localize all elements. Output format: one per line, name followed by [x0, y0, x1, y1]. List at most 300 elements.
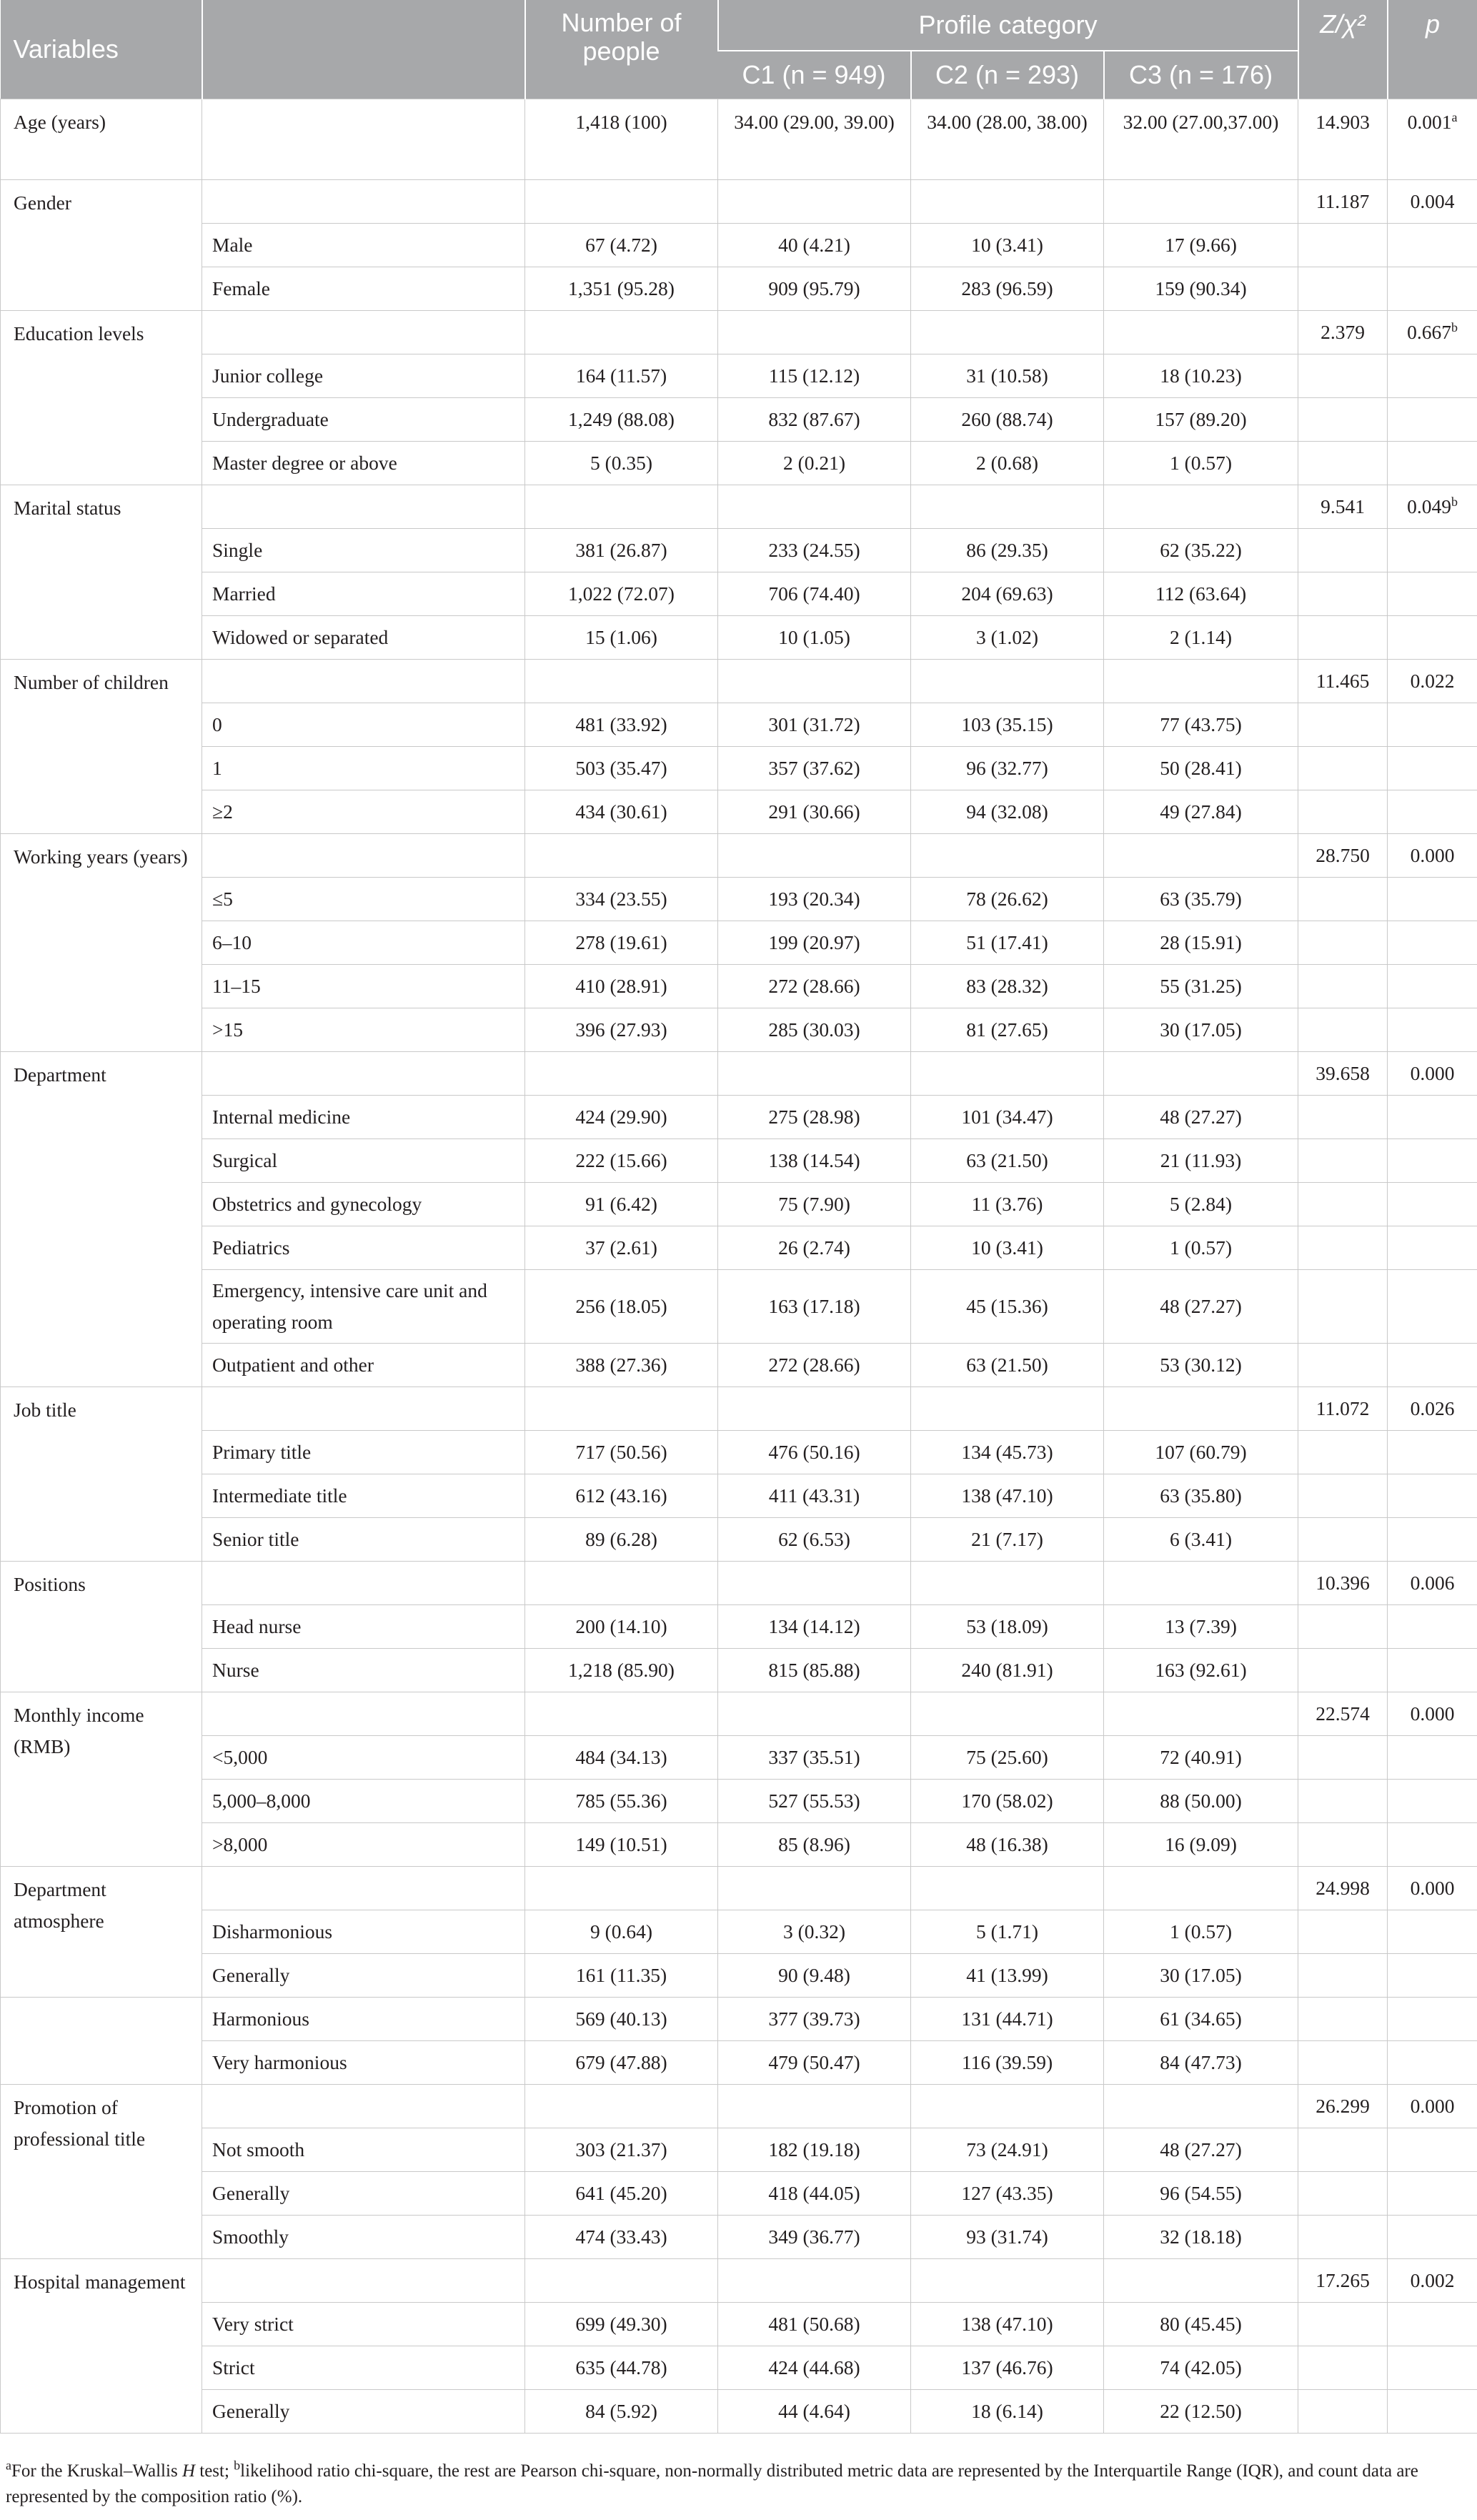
- cell-c3: 112 (63.64): [1104, 572, 1298, 616]
- cell-p: [1388, 1183, 1477, 1226]
- cell-c1: 357 (37.62): [718, 747, 911, 790]
- table-row: [1, 1052, 1477, 1096]
- category-label: Department: [1, 1052, 202, 1387]
- category-label: Job title: [1, 1387, 202, 1562]
- cell-c1: 272 (28.66): [718, 965, 911, 1008]
- cell-c2: 34.00 (28.00, 38.00): [911, 99, 1104, 180]
- cell-total: 149 (10.51): [525, 1823, 718, 1867]
- cell-total: 1,418 (100): [525, 99, 718, 180]
- table-row: [1, 180, 1477, 224]
- cell-stat: 24.998: [1298, 1867, 1388, 1910]
- cell-c1: 291 (30.66): [718, 790, 911, 834]
- cell-c1: 337 (35.51): [718, 1736, 911, 1780]
- cell-c2: 31 (10.58): [911, 354, 1104, 398]
- cell-total: 474 (33.43): [525, 2216, 718, 2259]
- cell-c2: 116 (39.59): [911, 2041, 1104, 2085]
- sub-label: [202, 99, 525, 180]
- cell-c2: [911, 1867, 1104, 1910]
- p-value: 0.000: [1410, 2095, 1455, 2117]
- footnote-text-b: likelihood ratio chi-square, the rest are Pearson chi-square, non-normally distributed metric data are represented by the Interquartile Range (IQR), and count data are represented by the composition ratio (%).: [6, 2461, 1418, 2506]
- cell-c3: 32 (18.18): [1104, 2216, 1298, 2259]
- cell-c1: 233 (24.55): [718, 529, 911, 572]
- cell-c3: 159 (90.34): [1104, 267, 1298, 311]
- cell-c2: 2 (0.68): [911, 442, 1104, 485]
- cell-p: [1388, 1518, 1477, 1562]
- sub-label: [202, 1562, 525, 1605]
- cell-total: 699 (49.30): [525, 2303, 718, 2346]
- category-label: Education levels: [1, 311, 202, 485]
- cell-c3: 30 (17.05): [1104, 1954, 1298, 1998]
- cell-total: 278 (19.61): [525, 921, 718, 965]
- cell-p: [1388, 2128, 1477, 2172]
- cell-p: [1388, 2172, 1477, 2216]
- sub-label: Nurse: [202, 1649, 525, 1692]
- cell-c2: [911, 2085, 1104, 2128]
- cell-c3: 72 (40.91): [1104, 1736, 1298, 1780]
- cell-stat: [1298, 965, 1388, 1008]
- cell-stat: [1298, 1344, 1388, 1387]
- cell-p: [1388, 747, 1477, 790]
- cell-c3: 1 (0.57): [1104, 1910, 1298, 1954]
- cell-c3: 63 (35.80): [1104, 1474, 1298, 1518]
- category-label: Positions: [1, 1562, 202, 1692]
- table-row: [1, 1270, 1477, 1344]
- sub-label: Internal medicine: [202, 1096, 525, 1139]
- cell-c1: 193 (20.34): [718, 878, 911, 921]
- sub-label: Senior title: [202, 1518, 525, 1562]
- cell-c1: 34.00 (29.00, 39.00): [718, 99, 911, 180]
- sub-label: Emergency, intensive care unit and operating room: [202, 1270, 525, 1344]
- category-label: Department atmosphere: [1, 1867, 202, 1998]
- sub-label: >15: [202, 1008, 525, 1052]
- cell-p: [1388, 572, 1477, 616]
- p-value: 0.667: [1407, 321, 1451, 343]
- cell-p: [1388, 1270, 1477, 1344]
- cell-c1: [718, 311, 911, 354]
- sub-label: Not smooth: [202, 2128, 525, 2172]
- cell-total: [525, 311, 718, 354]
- table-row: [1, 1096, 1477, 1139]
- p-value: 0.006: [1410, 1572, 1455, 1594]
- cell-p: [1388, 1431, 1477, 1474]
- cell-stat: 11.187: [1298, 180, 1388, 224]
- cell-c2: [911, 2259, 1104, 2303]
- table-header: [1, 0, 1477, 99]
- table-row: [1, 2303, 1477, 2346]
- table-row: [1, 1649, 1477, 1692]
- table-row: [1, 1518, 1477, 1562]
- cell-stat: 2.379: [1298, 311, 1388, 354]
- sub-label: >8,000: [202, 1823, 525, 1867]
- cell-c3: 88 (50.00): [1104, 1780, 1298, 1823]
- cell-c3: 96 (54.55): [1104, 2172, 1298, 2216]
- cell-p: [1388, 921, 1477, 965]
- cell-stat: [1298, 572, 1388, 616]
- cell-total: 1,022 (72.07): [525, 572, 718, 616]
- cell-c1: [718, 1692, 911, 1736]
- cell-p: [1388, 790, 1477, 834]
- cell-c1: [718, 180, 911, 224]
- sub-label: Male: [202, 224, 525, 267]
- p-value: 0.022: [1410, 670, 1455, 692]
- cell-p: [1388, 1910, 1477, 1954]
- cell-p: [1388, 1736, 1477, 1780]
- cell-c2: 96 (32.77): [911, 747, 1104, 790]
- cell-c1: [718, 834, 911, 878]
- cell-stat: [1298, 1605, 1388, 1649]
- cell-total: 1,249 (88.08): [525, 398, 718, 442]
- cell-p: [1388, 703, 1477, 747]
- header-c2: C2 (n = 293): [911, 51, 1104, 99]
- cell-total: [525, 1387, 718, 1431]
- table-row: [1, 1344, 1477, 1387]
- cell-total: 679 (47.88): [525, 2041, 718, 2085]
- cell-c2: [911, 1562, 1104, 1605]
- sub-label: 11–15: [202, 965, 525, 1008]
- cell-p: [1388, 1605, 1477, 1649]
- sub-label: Female: [202, 267, 525, 311]
- cell-c3: 1 (0.57): [1104, 442, 1298, 485]
- cell-p: [1388, 99, 1477, 180]
- sub-label: [202, 1867, 525, 1910]
- table-row: [1, 398, 1477, 442]
- cell-total: 5 (0.35): [525, 442, 718, 485]
- cell-c1: 10 (1.05): [718, 616, 911, 660]
- cell-p: [1388, 2390, 1477, 2434]
- category-label: Age (years): [1, 99, 202, 180]
- cell-c2: 78 (26.62): [911, 878, 1104, 921]
- cell-total: 1,218 (85.90): [525, 1649, 718, 1692]
- cell-total: 381 (26.87): [525, 529, 718, 572]
- cell-c2: 63 (21.50): [911, 1139, 1104, 1183]
- cell-stat: [1298, 1226, 1388, 1270]
- cell-c1: 2 (0.21): [718, 442, 911, 485]
- cell-total: 410 (28.91): [525, 965, 718, 1008]
- cell-stat: [1298, 2216, 1388, 2259]
- sub-label: [202, 660, 525, 703]
- cell-p: [1388, 485, 1477, 529]
- cell-stat: [1298, 616, 1388, 660]
- table-row: [1, 747, 1477, 790]
- sub-label: [202, 834, 525, 878]
- cell-c2: 41 (13.99): [911, 1954, 1104, 1998]
- cell-stat: [1298, 442, 1388, 485]
- header-variables: Variables: [1, 0, 202, 99]
- cell-c2: 63 (21.50): [911, 1344, 1104, 1387]
- cell-total: [525, 1052, 718, 1096]
- table-row: [1, 224, 1477, 267]
- cell-c3: [1104, 1562, 1298, 1605]
- cell-c3: 63 (35.79): [1104, 878, 1298, 921]
- p-value: 0.000: [1410, 1877, 1455, 1899]
- table-row: [1, 442, 1477, 485]
- cell-p: [1388, 1387, 1477, 1431]
- cell-c1: 479 (50.47): [718, 2041, 911, 2085]
- sub-label: 6–10: [202, 921, 525, 965]
- cell-c2: 21 (7.17): [911, 1518, 1104, 1562]
- sub-label: Outpatient and other: [202, 1344, 525, 1387]
- cell-stat: [1298, 1998, 1388, 2041]
- cell-total: 717 (50.56): [525, 1431, 718, 1474]
- cell-stat: [1298, 1823, 1388, 1867]
- cell-c2: 240 (81.91): [911, 1649, 1104, 1692]
- cell-c1: 62 (6.53): [718, 1518, 911, 1562]
- cell-total: [525, 1867, 718, 1910]
- table-row: [1, 1183, 1477, 1226]
- cell-c2: [911, 834, 1104, 878]
- cell-total: [525, 485, 718, 529]
- p-value: 0.026: [1410, 1397, 1455, 1419]
- cell-total: 484 (34.13): [525, 1736, 718, 1780]
- footnote-h: H: [181, 2461, 195, 2481]
- cell-c3: 49 (27.84): [1104, 790, 1298, 834]
- cell-p: [1388, 398, 1477, 442]
- cell-c1: [718, 660, 911, 703]
- cell-p: [1388, 180, 1477, 224]
- cell-p: [1388, 311, 1477, 354]
- cell-c3: 2 (1.14): [1104, 616, 1298, 660]
- table-row: [1, 2128, 1477, 2172]
- cell-p: [1388, 2085, 1477, 2128]
- cell-p: [1388, 965, 1477, 1008]
- cell-total: 481 (33.92): [525, 703, 718, 747]
- table-row: [1, 2216, 1477, 2259]
- cell-stat: [1298, 1910, 1388, 1954]
- sub-label: [202, 485, 525, 529]
- cell-p: [1388, 1692, 1477, 1736]
- cell-c2: [911, 1052, 1104, 1096]
- category-label: Gender: [1, 180, 202, 311]
- cell-c1: [718, 1562, 911, 1605]
- category-label: Working years (years): [1, 834, 202, 1052]
- sub-label: Harmonious: [202, 1998, 525, 2041]
- p-value: 0.000: [1410, 1702, 1455, 1725]
- cell-total: [525, 2259, 718, 2303]
- sub-label: Disharmonious: [202, 1910, 525, 1954]
- cell-stat: 17.265: [1298, 2259, 1388, 2303]
- cell-c3: 53 (30.12): [1104, 1344, 1298, 1387]
- cell-c1: 832 (87.67): [718, 398, 911, 442]
- cell-c1: 163 (17.18): [718, 1270, 911, 1344]
- cell-c1: 527 (55.53): [718, 1780, 911, 1823]
- sub-label: Pediatrics: [202, 1226, 525, 1270]
- cell-c1: 706 (74.40): [718, 572, 911, 616]
- cell-stat: [1298, 1736, 1388, 1780]
- cell-total: 424 (29.90): [525, 1096, 718, 1139]
- cell-total: 37 (2.61): [525, 1226, 718, 1270]
- cell-stat: 14.903: [1298, 99, 1388, 180]
- cell-p: [1388, 1823, 1477, 1867]
- cell-c2: 260 (88.74): [911, 398, 1104, 442]
- cell-total: 89 (6.28): [525, 1518, 718, 1562]
- header-profile-category: Profile category: [718, 0, 1298, 51]
- cell-stat: [1298, 2303, 1388, 2346]
- cell-p: [1388, 834, 1477, 878]
- sub-label: [202, 311, 525, 354]
- cell-p: [1388, 1780, 1477, 1823]
- cell-c2: 93 (31.74): [911, 2216, 1104, 2259]
- p-value: 0.000: [1410, 844, 1455, 866]
- cell-c1: 377 (39.73): [718, 1998, 911, 2041]
- table-row: [1, 1431, 1477, 1474]
- cell-total: 396 (27.93): [525, 1008, 718, 1052]
- table-row: [1, 1954, 1477, 1998]
- category-label: Promotion of professional title: [1, 2085, 202, 2259]
- cell-stat: [1298, 2041, 1388, 2085]
- cell-p: [1388, 616, 1477, 660]
- cell-total: 84 (5.92): [525, 2390, 718, 2434]
- cell-total: 303 (21.37): [525, 2128, 718, 2172]
- cell-c3: 55 (31.25): [1104, 965, 1298, 1008]
- p-superscript: a: [1451, 109, 1458, 124]
- sub-label: [202, 2259, 525, 2303]
- cell-stat: [1298, 1139, 1388, 1183]
- header-p: p: [1388, 0, 1477, 99]
- cell-c2: 11 (3.76): [911, 1183, 1104, 1226]
- cell-total: 1,351 (95.28): [525, 267, 718, 311]
- cell-p: [1388, 1998, 1477, 2041]
- cell-c2: 137 (46.76): [911, 2346, 1104, 2390]
- cell-stat: [1298, 790, 1388, 834]
- cell-p: [1388, 660, 1477, 703]
- cell-p: [1388, 878, 1477, 921]
- cell-c2: 83 (28.32): [911, 965, 1104, 1008]
- table-row: [1, 1823, 1477, 1867]
- sub-label: ≥2: [202, 790, 525, 834]
- table-row: [1, 703, 1477, 747]
- table-row: [1, 1139, 1477, 1183]
- cell-c1: 909 (95.79): [718, 267, 911, 311]
- cell-c1: [718, 2259, 911, 2303]
- table-row: [1, 485, 1477, 529]
- cell-p: [1388, 354, 1477, 398]
- cell-c1: 349 (36.77): [718, 2216, 911, 2259]
- cell-c1: 815 (85.88): [718, 1649, 911, 1692]
- cell-stat: 9.541: [1298, 485, 1388, 529]
- cell-p: [1388, 1649, 1477, 1692]
- sub-label: 0: [202, 703, 525, 747]
- sub-label: 5,000–8,000: [202, 1780, 525, 1823]
- cell-total: [525, 1692, 718, 1736]
- cell-c3: [1104, 660, 1298, 703]
- cell-c3: 16 (9.09): [1104, 1823, 1298, 1867]
- cell-c3: 157 (89.20): [1104, 398, 1298, 442]
- sub-label: Generally: [202, 2390, 525, 2434]
- cell-c3: 22 (12.50): [1104, 2390, 1298, 2434]
- cell-c1: 418 (44.05): [718, 2172, 911, 2216]
- category-label: Monthly income (RMB): [1, 1692, 202, 1867]
- cell-stat: [1298, 529, 1388, 572]
- cell-c3: 62 (35.22): [1104, 529, 1298, 572]
- cell-stat: [1298, 354, 1388, 398]
- cell-total: 91 (6.42): [525, 1183, 718, 1226]
- cell-p: [1388, 1052, 1477, 1096]
- cell-c1: 424 (44.68): [718, 2346, 911, 2390]
- header-blank: [202, 0, 525, 99]
- cell-p: [1388, 529, 1477, 572]
- cell-c3: [1104, 1387, 1298, 1431]
- cell-stat: [1298, 1954, 1388, 1998]
- table-row: [1, 1910, 1477, 1954]
- header-c3: C3 (n = 176): [1104, 51, 1298, 99]
- cell-c1: 285 (30.03): [718, 1008, 911, 1052]
- sub-label: Married: [202, 572, 525, 616]
- table-row: [1, 878, 1477, 921]
- sub-label: ≤5: [202, 878, 525, 921]
- cell-p: [1388, 1096, 1477, 1139]
- sub-label: 1: [202, 747, 525, 790]
- cell-stat: [1298, 1183, 1388, 1226]
- cell-c2: 81 (27.65): [911, 1008, 1104, 1052]
- sub-label: Master degree or above: [202, 442, 525, 485]
- cell-c1: [718, 2085, 911, 2128]
- cell-c2: [911, 1387, 1104, 1431]
- sub-label: Head nurse: [202, 1605, 525, 1649]
- cell-c1: 44 (4.64): [718, 2390, 911, 2434]
- cell-c2: 18 (6.14): [911, 2390, 1104, 2434]
- table-row: [1, 834, 1477, 878]
- footnote: [0, 2459, 1477, 2510]
- cell-total: 434 (30.61): [525, 790, 718, 834]
- cell-stat: [1298, 1649, 1388, 1692]
- cell-c1: 40 (4.21): [718, 224, 911, 267]
- cell-p: [1388, 1562, 1477, 1605]
- cell-c3: 28 (15.91): [1104, 921, 1298, 965]
- cell-total: 785 (55.36): [525, 1780, 718, 1823]
- table-row: [1, 616, 1477, 660]
- cell-total: 15 (1.06): [525, 616, 718, 660]
- cell-total: [525, 660, 718, 703]
- table-row: [1, 790, 1477, 834]
- cell-c2: 48 (16.38): [911, 1823, 1104, 1867]
- cell-c2: [911, 485, 1104, 529]
- cell-stat: [1298, 921, 1388, 965]
- table-row: [1, 1008, 1477, 1052]
- cell-c2: 134 (45.73): [911, 1431, 1104, 1474]
- cell-p: [1388, 2259, 1477, 2303]
- sub-label: Single: [202, 529, 525, 572]
- p-value: 0.001: [1407, 111, 1452, 133]
- cell-c3: 80 (45.45): [1104, 2303, 1298, 2346]
- cell-stat: 11.072: [1298, 1387, 1388, 1431]
- cell-c3: 32.00 (27.00,37.00): [1104, 99, 1298, 180]
- table-row: [1, 1226, 1477, 1270]
- sub-label: Obstetrics and gynecology: [202, 1183, 525, 1226]
- cell-c3: [1104, 1867, 1298, 1910]
- cell-p: [1388, 224, 1477, 267]
- cell-p: [1388, 1139, 1477, 1183]
- cell-stat: [1298, 747, 1388, 790]
- table-row: [1, 2041, 1477, 2085]
- cell-stat: [1298, 1270, 1388, 1344]
- sub-label: Intermediate title: [202, 1474, 525, 1518]
- cell-c2: [911, 180, 1104, 224]
- cell-c2: 5 (1.71): [911, 1910, 1104, 1954]
- table-row: [1, 529, 1477, 572]
- cell-c1: 481 (50.68): [718, 2303, 911, 2346]
- table-row: [1, 1562, 1477, 1605]
- sub-label: [202, 2085, 525, 2128]
- table-row: [1, 2390, 1477, 2434]
- cell-c2: 73 (24.91): [911, 2128, 1104, 2172]
- cell-total: 569 (40.13): [525, 1998, 718, 2041]
- p-value: 0.000: [1410, 1062, 1455, 1084]
- footnote-sup-a: a: [6, 2458, 11, 2473]
- cell-c3: 21 (11.93): [1104, 1139, 1298, 1183]
- cell-total: 641 (45.20): [525, 2172, 718, 2216]
- sub-label: Strict: [202, 2346, 525, 2390]
- cell-c2: 138 (47.10): [911, 2303, 1104, 2346]
